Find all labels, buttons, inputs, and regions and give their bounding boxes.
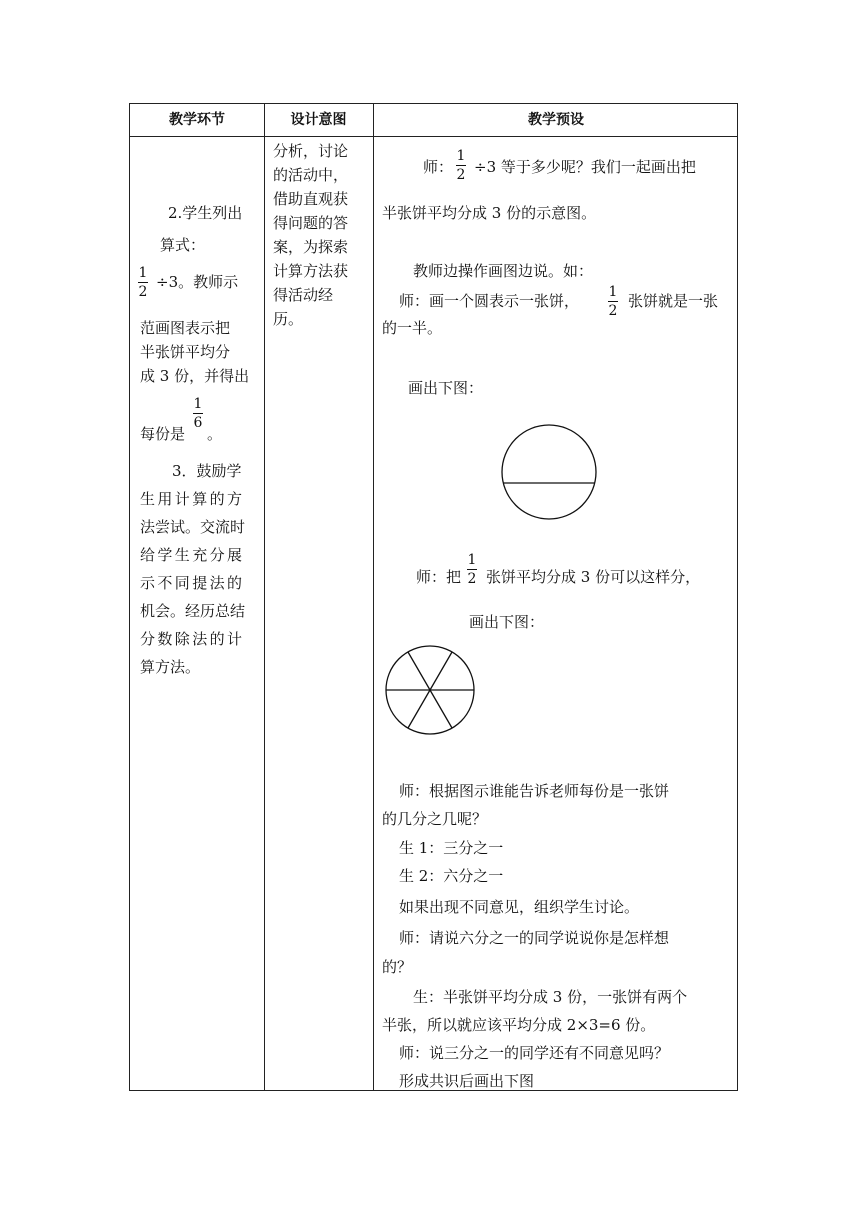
stage-text-line: 算方法。: [140, 658, 201, 676]
stage-text-line: 范画图表示把: [140, 319, 231, 337]
header-teaching-stage: 教学环节: [169, 112, 225, 128]
plan-text-line: 的几分之几呢？: [382, 810, 488, 828]
header-divider: [130, 136, 737, 137]
fraction-one-half: [606, 284, 620, 319]
plan-text-line: 师：根据图示谁能告诉老师每份是一张饼: [399, 782, 670, 800]
fraction-denominator: 2: [138, 284, 148, 300]
plan-text-line: 生：半张饼平均分成 3 份，一张饼有两个: [413, 988, 688, 1006]
stage-text-line: 3．鼓励学: [172, 462, 242, 480]
plan-text-line: 师：画一个圆表示一张饼，: [399, 292, 580, 310]
fraction-numerator: 1: [467, 552, 477, 568]
stage-text-line: 半张饼平均分: [140, 343, 231, 361]
column-divider: [264, 104, 265, 1090]
plan-text-line: 如果出现不同意见，组织学生讨论。: [399, 898, 640, 916]
intent-text-line: 案，为探索: [273, 238, 349, 256]
fraction-one-half: [454, 148, 468, 183]
plan-text-line: 师：请说六分之一的同学说说你是怎样想: [399, 929, 670, 947]
sixths-circle-diagram: [383, 644, 479, 736]
stage-text-line: 每份是: [140, 425, 186, 443]
plan-text-line: 半张饼平均分成 3 份的示意图。: [382, 204, 597, 222]
fraction-numerator: 1: [138, 265, 148, 281]
stage-text-line: 机会。经历总结: [140, 602, 246, 620]
intent-text-line: 分析，讨论: [273, 142, 349, 160]
fraction-one-sixth: [191, 396, 205, 431]
fraction-denominator: 2: [608, 303, 618, 319]
plan-text-line: 生 1：三分之一: [399, 839, 504, 857]
header-design-intent: 设计意图: [290, 112, 347, 128]
header-teaching-plan: 教学预设: [528, 112, 584, 128]
plan-text-line: 张饼就是一张: [628, 292, 719, 310]
stage-text-line: 分数除法的计: [140, 630, 245, 648]
stage-text-line: 。: [207, 425, 223, 443]
plan-text-line: ÷3 等于多少呢？我们一起画出把: [474, 158, 696, 176]
plan-text-line: 师：把: [416, 568, 462, 586]
fraction-numerator: 1: [456, 148, 466, 164]
plan-text-line: 半张，所以就应该平均分成 2×3=6 份。: [382, 1016, 656, 1034]
intent-text-line: 计算方法获: [273, 262, 349, 280]
fraction-denominator: 2: [467, 571, 477, 587]
stage-text-line: 成 3 份，并得出: [140, 367, 250, 385]
fraction-one-half: [136, 265, 150, 300]
stage-text-line: 生用计算的方: [140, 490, 245, 508]
intent-text-line: 历。: [273, 310, 304, 328]
column-divider: [373, 104, 374, 1090]
plan-text-line: 张饼平均分成 3 份可以这样分，: [486, 568, 701, 586]
fraction-numerator: 1: [608, 284, 618, 300]
fraction-denominator: 6: [193, 415, 203, 431]
stage-text-line: ÷3。教师示: [156, 273, 239, 291]
intent-text-line: 的活动中，: [273, 166, 349, 184]
plan-text-line: 生 2：六分之一: [399, 867, 504, 885]
plan-text-line: 教师边操作画图边说。如：: [413, 262, 594, 280]
intent-text-line: 得活动经: [273, 286, 334, 304]
plan-text-line: 师：说三分之一的同学还有不同意见吗？: [399, 1044, 670, 1062]
plan-text-line: 形成共识后画出下图: [399, 1072, 535, 1090]
plan-text-line: 的？: [382, 958, 413, 976]
plan-text-line: 的一半。: [382, 319, 443, 337]
stage-text-line: 法尝试。交流时: [140, 518, 246, 536]
fraction-numerator: 1: [193, 396, 203, 412]
plan-text-line: 画出下图：: [469, 613, 545, 631]
plan-text-line: 画出下图：: [408, 379, 484, 397]
whole-circle-diagram: [495, 420, 605, 524]
fraction-denominator: 2: [456, 167, 466, 183]
intent-text-line: 得问题的答: [273, 214, 349, 232]
fraction-one-half: [465, 552, 479, 587]
plan-text-line: 师：: [423, 158, 454, 176]
stage-text-line: 算式：: [160, 236, 206, 254]
stage-text-line: 2.学生列出: [168, 204, 243, 222]
stage-text-line: 示不同提法的: [140, 574, 245, 592]
stage-text-line: 给学生充分展: [140, 546, 245, 564]
intent-text-line: 借助直观获: [273, 190, 349, 208]
